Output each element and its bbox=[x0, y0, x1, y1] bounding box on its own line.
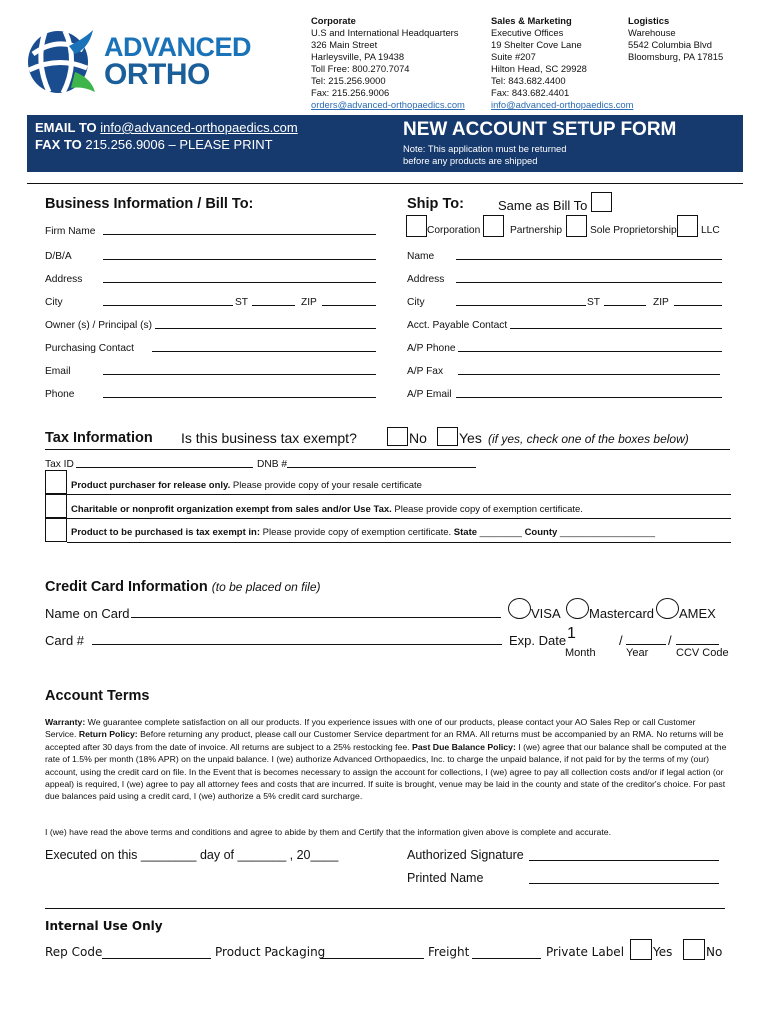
ap-email-label: A/P Email bbox=[407, 389, 452, 400]
year-caption: Year bbox=[626, 647, 649, 659]
card-number-label: Card # bbox=[45, 633, 85, 648]
ship-st-field[interactable] bbox=[604, 305, 646, 306]
state-exempt-option: Product to be purchased is tax exempt in: Please provide copy of exemption certificate. State ________ County __________________ bbox=[71, 527, 656, 538]
ship-address-label: Address bbox=[407, 274, 445, 285]
globe-logo-icon bbox=[25, 26, 97, 96]
same-as-bill-checkbox[interactable] bbox=[591, 192, 612, 212]
sales-email-link[interactable]: info@advanced-orthopaedics.com bbox=[491, 99, 634, 110]
ship-st-label: ST bbox=[587, 297, 601, 308]
tax-exempt-question: Is this business tax exempt? bbox=[181, 430, 357, 446]
exp-month-value[interactable]: 1 bbox=[567, 625, 576, 642]
corporate-email-link[interactable]: orders@advanced-orthopaedics.com bbox=[311, 99, 465, 110]
zip-label: ZIP bbox=[301, 297, 317, 308]
ship-zip-label: ZIP bbox=[653, 297, 669, 308]
business-heading: Business Information / Bill To: bbox=[45, 196, 254, 212]
tax-rule bbox=[67, 494, 731, 495]
mastercard-radio[interactable] bbox=[566, 598, 589, 619]
ship-city-label: City bbox=[407, 297, 425, 308]
internal-heading: Internal Use Only bbox=[45, 919, 163, 933]
signature-field[interactable] bbox=[529, 860, 719, 861]
form-title: NEW ACCOUNT SETUP FORM bbox=[403, 119, 677, 140]
same-as-bill-label: Same as Bill To bbox=[498, 198, 588, 213]
city-label: City bbox=[45, 297, 63, 308]
private-label-yes: Yes bbox=[653, 945, 673, 959]
rep-code-label: Rep Code bbox=[45, 945, 103, 959]
card-number-field[interactable] bbox=[92, 644, 502, 645]
exp-date-label: Exp. Date bbox=[509, 633, 567, 648]
private-label-label: Private Label bbox=[546, 945, 625, 959]
visa-label: VISA bbox=[531, 606, 561, 621]
firm-name-label: Firm Name bbox=[45, 226, 96, 237]
purchasing-field[interactable] bbox=[152, 351, 376, 352]
ap-email-field[interactable] bbox=[456, 397, 722, 398]
fax-to-line: FAX TO 215.256.9006 – PLEASE PRINT bbox=[35, 137, 273, 152]
firm-name-field[interactable] bbox=[103, 234, 376, 235]
ap-phone-field[interactable] bbox=[458, 351, 722, 352]
corporate-address: Corporate U.S and International Headquarters 326 Main Street Harleysville, PA 19438 Toll Free: 800.270.7074 Tel: 215.256.9000 Fax: 215.256.9006 orders@advanced-orthopaedics.com bbox=[311, 15, 465, 110]
taxid-field[interactable] bbox=[76, 467, 253, 468]
taxid-label: Tax ID bbox=[45, 459, 74, 470]
amex-label: AMEX bbox=[679, 606, 716, 621]
nonprofit-checkbox[interactable] bbox=[45, 494, 67, 518]
partnership-label: Partnership bbox=[510, 225, 563, 236]
ship-zip-field[interactable] bbox=[674, 305, 722, 306]
email-to-line: EMAIL TO info@advanced-orthopaedics.com bbox=[35, 120, 298, 135]
mastercard-label: Mastercard bbox=[589, 606, 655, 621]
tax-exempt-yes-label: Yes bbox=[459, 430, 482, 446]
dnb-field[interactable] bbox=[287, 467, 476, 468]
month-caption: Month bbox=[565, 647, 596, 659]
llc-label: LLC bbox=[701, 225, 720, 236]
amex-radio[interactable] bbox=[656, 598, 679, 619]
phone-field[interactable] bbox=[103, 397, 376, 398]
email-field[interactable] bbox=[103, 374, 376, 375]
sole-proprietorship-checkbox[interactable] bbox=[566, 215, 587, 237]
phone-label: Phone bbox=[45, 389, 75, 400]
partnership-checkbox[interactable] bbox=[483, 215, 504, 237]
terms-body: Warranty: We guarantee complete satisfaction on all our products. If you experience issues with one of our products, please contact your AO Sales Rep or call Customer Service. Return Policy: Before returning any product, please call our Customer Service department for an RMA. All returns must be accompanied by an RMA. No returns will be accepted after 30 days from the date of invoice. All returns are subject to a 25% restocking fee. Past Due Balance Policy: I (we) agree that our balance shall be computed at the rate of 1.5% per month (18% APR) on the unpaid balance. I (we) authorize Advanced Orthopaedics, Inc. to charge the unpaid balance, if not paid for by the terms of my (our) account, using the credit card on file. In the Event that is becomes necessary to assign the account for collections, I (we) agree to pay all collection costs and/or if legal action (or appeal) is required, I (we) agree to pay all attorney fees and costs that are incurred. If suite is brought, venue may be laid in the county and state of the creditor's choice. For past due balances paid using a credit card, I (we) authorize a 5% credit card surcharge. bbox=[45, 717, 727, 802]
address-field[interactable] bbox=[103, 282, 376, 283]
executed-line[interactable]: Executed on this ________ day of _______ , 20____ bbox=[45, 848, 339, 862]
terms-agreement: I (we) have read the above terms and conditions and agree to abide by them and Certify that the information given above is complete and accurate. bbox=[45, 827, 611, 837]
exp-slash: / bbox=[619, 633, 623, 648]
tax-rule bbox=[67, 518, 731, 519]
packaging-label: Product Packaging bbox=[215, 945, 326, 959]
printed-name-label: Printed Name bbox=[407, 871, 484, 885]
exp-slash: / bbox=[668, 633, 672, 648]
banner-email-link[interactable]: info@advanced-orthopaedics.com bbox=[100, 120, 298, 135]
tax-heading: Tax Information bbox=[45, 430, 153, 446]
freight-label: Freight bbox=[428, 945, 470, 959]
ship-city-field[interactable] bbox=[456, 305, 586, 306]
signature-label: Authorized Signature bbox=[407, 848, 524, 862]
dba-label: D/B/A bbox=[45, 251, 72, 262]
ap-fax-field[interactable] bbox=[458, 374, 720, 375]
city-field[interactable] bbox=[103, 305, 233, 306]
ccv-field[interactable] bbox=[676, 644, 719, 645]
logo-text-ortho: ORTHO bbox=[104, 58, 210, 91]
ccv-caption: CCV Code bbox=[676, 647, 729, 659]
exp-year-field[interactable] bbox=[626, 644, 666, 645]
form-note: Note: This application must be returned before any products are shipped bbox=[403, 143, 567, 166]
packaging-field[interactable] bbox=[320, 958, 424, 959]
ap-contact-field[interactable] bbox=[510, 328, 722, 329]
state-exempt-checkbox[interactable] bbox=[45, 518, 67, 542]
sole-proprietorship-label: Sole Proprietorship bbox=[590, 225, 677, 236]
private-label-no: No bbox=[706, 945, 723, 959]
ap-fax-label: A/P Fax bbox=[407, 366, 444, 377]
ship-name-field[interactable] bbox=[456, 259, 722, 260]
resale-option: Product purchaser for release only. Please provide copy of your resale certificate bbox=[71, 480, 422, 491]
ship-heading: Ship To: bbox=[407, 196, 464, 212]
corporation-label: Corporation bbox=[427, 225, 481, 236]
llc-checkbox[interactable] bbox=[677, 215, 698, 237]
ship-address-field[interactable] bbox=[456, 282, 722, 283]
private-label-no-checkbox[interactable] bbox=[683, 939, 705, 960]
ship-name-label: Name bbox=[407, 251, 435, 262]
card-heading: Credit Card Information (to be placed on file) bbox=[45, 579, 321, 595]
owner-label: Owner (s) / Principal (s) bbox=[45, 320, 152, 331]
address-label: Address bbox=[45, 274, 83, 285]
tax-top-rule bbox=[45, 449, 730, 450]
tax-exempt-no-label: No bbox=[409, 430, 427, 446]
st-label: ST bbox=[235, 297, 249, 308]
tax-rule bbox=[67, 542, 731, 543]
sales-address: Sales & Marketing Executive Offices 19 Shelter Cove Lane Suite #207 Hilton Head, SC 29928 Tel: 843.682.4400 Fax: 843.682.4401 info@advanced-orthopaedics.com bbox=[491, 15, 634, 110]
tax-exempt-no-checkbox[interactable] bbox=[387, 427, 408, 446]
dnb-label: DNB # bbox=[257, 459, 288, 470]
name-on-card-label: Name on Card bbox=[45, 606, 130, 621]
private-label-yes-checkbox[interactable] bbox=[630, 939, 652, 960]
terms-heading: Account Terms bbox=[45, 688, 150, 704]
rep-code-field[interactable] bbox=[102, 958, 211, 959]
corporation-checkbox[interactable] bbox=[406, 215, 427, 237]
tax-exempt-yes-checkbox[interactable] bbox=[437, 427, 458, 446]
resale-checkbox[interactable] bbox=[45, 470, 67, 494]
nonprofit-option: Charitable or nonprofit organization exempt from sales and/or Use Tax. Please provide copy of exemption certificate. bbox=[71, 504, 583, 515]
zip-field[interactable] bbox=[322, 305, 376, 306]
ap-phone-label: A/P Phone bbox=[407, 343, 456, 354]
logo-text-advanced: ADVANCED bbox=[104, 32, 252, 62]
name-on-card-field[interactable] bbox=[131, 617, 501, 618]
tax-yes-note: (if yes, check one of the boxes below) bbox=[488, 432, 689, 446]
purchasing-label: Purchasing Contact bbox=[45, 343, 134, 354]
visa-radio[interactable] bbox=[508, 598, 531, 619]
dba-field[interactable] bbox=[103, 259, 376, 260]
printed-name-field[interactable] bbox=[529, 883, 719, 884]
ap-contact-label: Acct. Payable Contact bbox=[407, 320, 508, 331]
freight-field[interactable] bbox=[472, 958, 541, 959]
owner-field[interactable] bbox=[155, 328, 376, 329]
logistics-address: Logistics Warehouse 5542 Columbia Blvd Bloomsburg, PA 17815 bbox=[628, 15, 724, 62]
internal-rule bbox=[45, 908, 725, 909]
st-field[interactable] bbox=[252, 305, 295, 306]
email-label: Email bbox=[45, 366, 71, 377]
divider bbox=[27, 183, 743, 184]
